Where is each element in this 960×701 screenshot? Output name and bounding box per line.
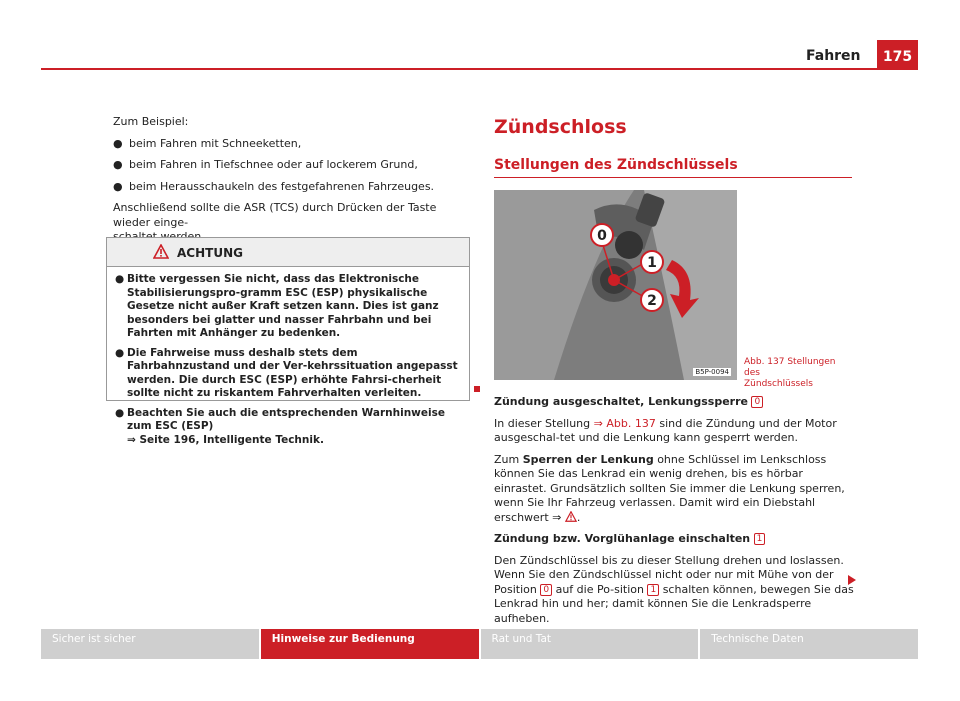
- list-item: ● beim Herausschaukeln des festgefahrenen Fahrzeuges.: [113, 179, 435, 193]
- ignition-illustration: [494, 190, 737, 380]
- section-end-marker: [474, 386, 480, 392]
- page-link[interactable]: ⇒ Seite 196, Intelligente Technik.: [127, 433, 324, 446]
- paragraph: In dieser Stellung ⇒ Abb. 137 sind die Zündung und der Motor ausgeschal-tet und die Lenkung kann gesperrt werden.: [494, 416, 837, 444]
- paragraph: Anschließend sollte die ASR (TCS) durch Drücken der Taste wieder einge-: [113, 201, 437, 229]
- footer-tab-technische[interactable]: Technische Daten: [700, 629, 918, 659]
- intro-text: Zum Beispiel:: [113, 115, 189, 128]
- figure-link[interactable]: ⇒ Abb. 137: [593, 416, 656, 430]
- left-column: [113, 115, 468, 252]
- figure-code: B5P-0094: [695, 368, 729, 376]
- position-badge: 1: [754, 533, 766, 545]
- paragraph: Den Zündschlüssel bis zu dieser Stellung drehen und loslassen. Wenn Sie den Zündschlüssel nicht oder nur mit Mühe von der Position 0 auf die Po-sition 1 schalten können, bewegen Sie das Lenkrad hin und her; damit können Sie die Lenkradsperre aufheben.: [494, 553, 854, 625]
- warning-item: ● Beachten Sie auch die entsprechenden Warnhinweise zum ESC (ESP) ⇒ Seite 196, Intelligente Technik.: [115, 406, 445, 446]
- header-rule: [41, 68, 918, 70]
- page-heading: Zündschloss: [494, 116, 627, 138]
- ignition-figure: [494, 190, 737, 380]
- list-item: ● beim Fahren mit Schneeketten,: [113, 136, 302, 150]
- continue-arrow-icon: [848, 575, 856, 585]
- warning-triangle-icon[interactable]: [565, 511, 577, 522]
- sub-heading-rule: [494, 177, 852, 178]
- right-text: [494, 395, 854, 633]
- sub-heading: Stellungen des Zündschlüssels: [494, 157, 738, 173]
- warning-item: ● Bitte vergessen Sie nicht, dass das Elektronische Stabilisierungspro-gramm ESC (ESP) physikalische Gesetze nicht außer Kraft setzen kann. Dies ist ganz besonders bei glatter und nasser Fahrbahn und bei Fahrten mit Anhänger zu bedenken.: [115, 273, 439, 339]
- warning-title: ACHTUNG: [177, 246, 243, 260]
- page-number: 175: [877, 40, 918, 69]
- section-title-1: Zündung bzw. Vorglühanlage einschalten 1: [494, 532, 854, 547]
- position-badge: 1: [647, 584, 659, 596]
- position-label: 2: [647, 293, 657, 309]
- position-label: 1: [647, 255, 657, 271]
- footer-nav: [41, 629, 918, 659]
- section-title-0: Zündung ausgeschaltet, Lenkungssperre 0: [494, 395, 854, 410]
- paragraph: Zum Sperren der Lenkung ohne Schlüssel im Lenkschloss können Sie das Lenkrad ein wenig drehen, bis es hörbar einrastet. Grundsätzlich sollten Sie immer die Lenkung sperren, wenn Sie Ihr Fahrzeug verlassen. Damit wird ein Diebstahl erschwert ⇒ .: [494, 452, 845, 524]
- warning-box: [106, 237, 470, 446]
- position-label: 0: [597, 228, 607, 244]
- section-title: Fahren: [806, 48, 861, 64]
- warning-triangle-icon: [153, 244, 169, 259]
- footer-tab-rat[interactable]: Rat und Tat: [481, 629, 699, 659]
- position-badge: 0: [751, 396, 763, 408]
- warning-header: [107, 238, 469, 267]
- list-item: ● beim Fahren in Tiefschnee oder auf lockerem Grund,: [113, 158, 418, 171]
- footer-tab-sicher[interactable]: Sicher ist sicher: [41, 629, 259, 659]
- position-badge: 0: [540, 584, 552, 596]
- warning-item: ● Die Fahrweise muss deshalb stets dem Fahrbahnzustand und der Ver-kehrssituation angepasst werden. Die durch ESC (ESP) erhöhte Fahrsi-cherheit sollte nicht zu riskantem Fahrverhalten verleiten.: [115, 346, 458, 399]
- figure-caption: Abb. 137 Stellungen des Zündschlüssels: [744, 357, 836, 389]
- footer-tab-bedienung[interactable]: Hinweise zur Bedienung: [261, 629, 479, 659]
